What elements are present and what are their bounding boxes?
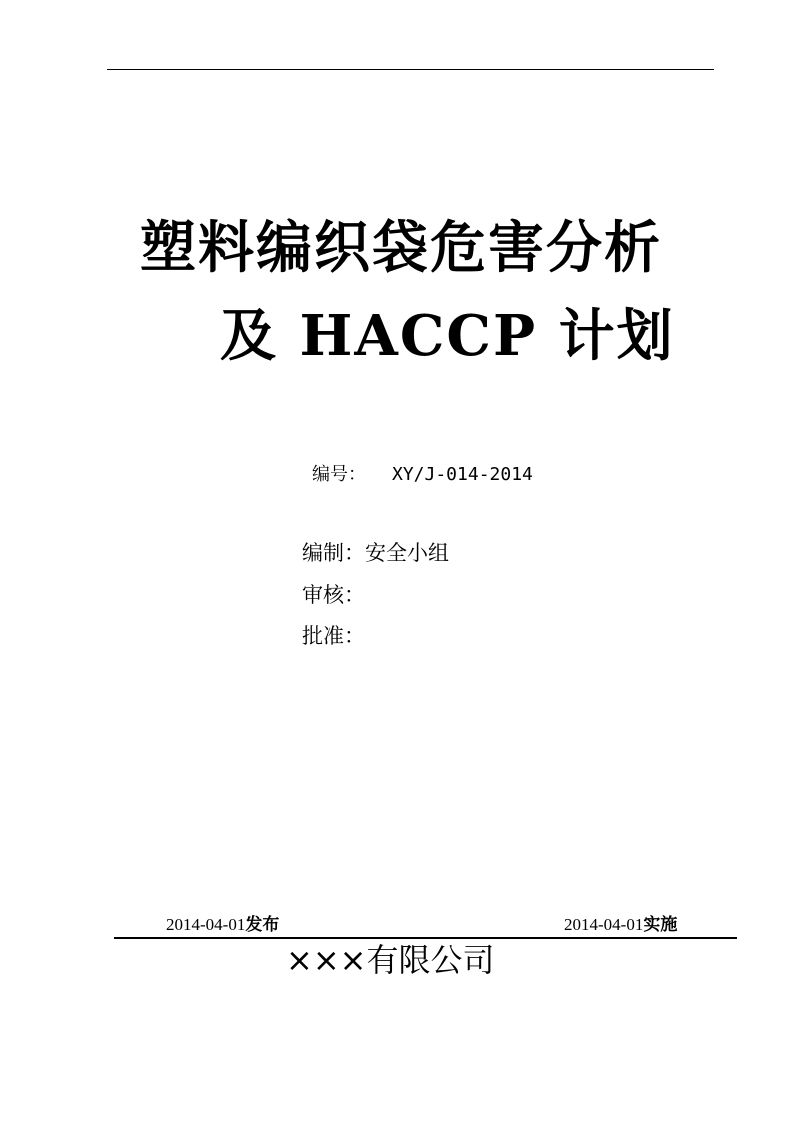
document-number-value: XY/J-014-2014 (392, 464, 533, 485)
document-title-line-2: 及 HACCP 计划 (220, 303, 675, 369)
release-date-word: 发布 (245, 915, 280, 935)
release-date-value: 2014-04-01 (166, 915, 246, 934)
document-title-line-1: 塑料编织袋危害分析 (140, 215, 662, 281)
company-name: ×××有限公司 (286, 941, 495, 979)
header-rule (107, 69, 714, 70)
effective-date-value: 2014-04-01 (564, 915, 644, 934)
effective-date-word: 实施 (643, 915, 678, 935)
document-number-label: 编号： (312, 464, 366, 485)
reviewed-by: 审核： (302, 583, 365, 607)
document-number (312, 466, 533, 484)
release-date (166, 916, 279, 934)
footer-rule (114, 937, 737, 939)
approved-by: 批准： (302, 624, 365, 648)
effective-date (564, 916, 677, 934)
compiled-by: 编制：安全小组 (302, 541, 449, 565)
